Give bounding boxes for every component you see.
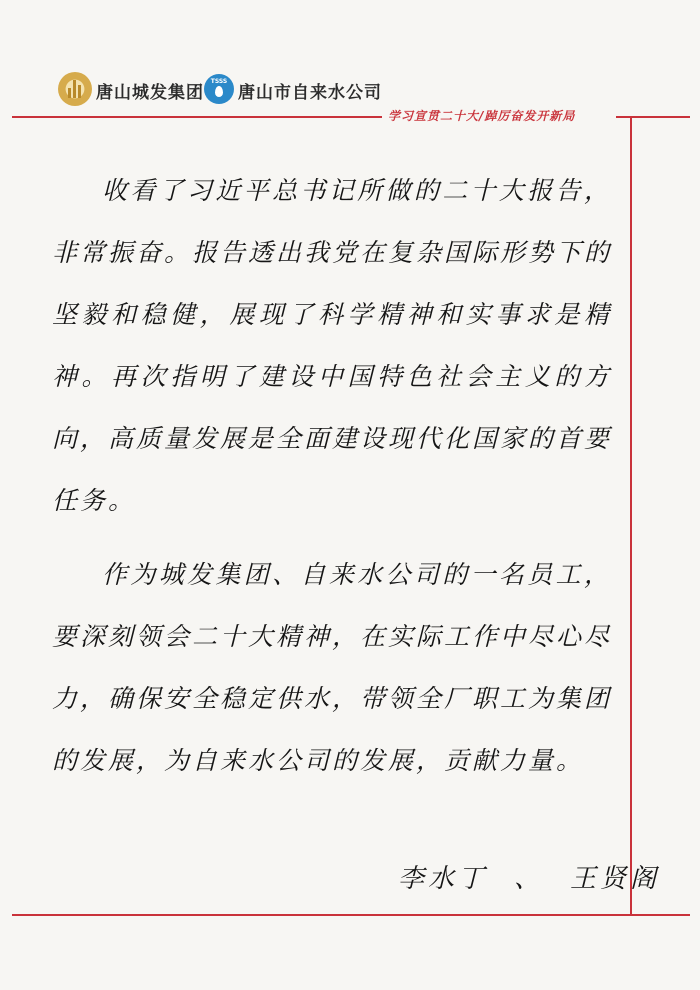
water-company-logo-icon xyxy=(204,74,234,104)
signature xyxy=(398,858,660,895)
letter-paragraph-2: 作为城发集团、自来水公司的一名员工，要深刻领会二十大精神，在实际工作中尽心尽力，确保安全稳定供水，带领全厂职工为集团的发展，为自来水公司的发展，贡献力量。 xyxy=(52,560,613,775)
footer-rule xyxy=(12,914,690,916)
header-slogan: 学习宣贯二十大/踔厉奋发开新局 xyxy=(388,109,576,123)
signature-separator: 、 xyxy=(514,864,545,894)
water-company-logo-text: TSSS xyxy=(210,78,228,85)
letter-paragraph-1: 收看了习近平总书记所做的二十大报告，非常振奋。报告透出我党在复杂国际形势下的坚毅和稳健，展现了科学精神和实事求是精神。再次指明了建设中国特色社会主义的方向，高质量发展是全面建设现代化国家的首要任务。 xyxy=(52,176,613,515)
letterhead xyxy=(58,72,658,108)
water-drop-icon xyxy=(215,86,223,97)
header-rule-left xyxy=(12,116,382,118)
brand-left-name: 唐山城发集团 xyxy=(96,83,204,103)
signature-name-2: 王贤阁 xyxy=(570,864,661,894)
letter-body xyxy=(52,160,612,792)
margin-rule-vertical xyxy=(630,116,632,916)
brand-right-name: 唐山市自来水公司 xyxy=(238,83,382,103)
signature-name-1: 李水丁 xyxy=(398,864,489,894)
city-development-group-logo-icon xyxy=(58,72,92,106)
header-rule-right xyxy=(616,116,690,118)
